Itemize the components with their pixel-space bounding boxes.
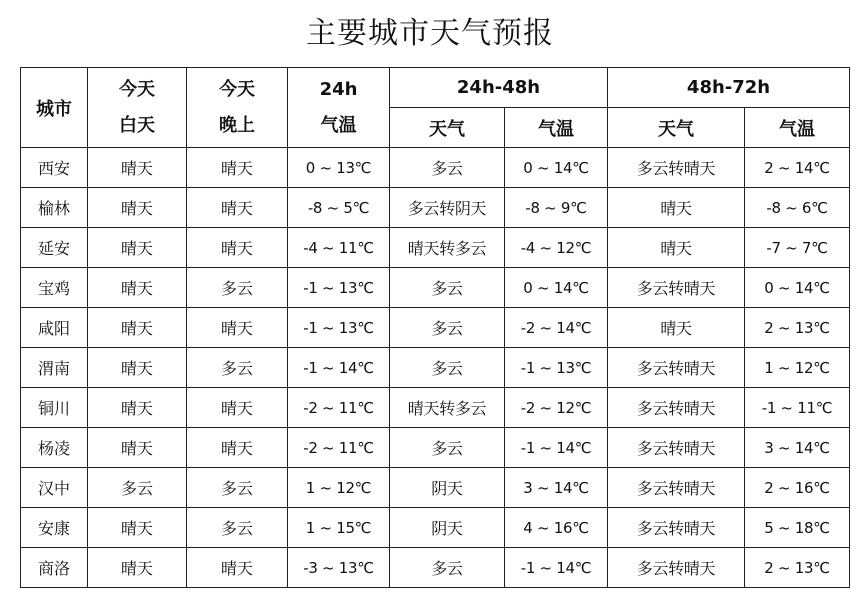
- cell-city: 商洛: [21, 548, 88, 588]
- header-24h-line1: 24h: [319, 78, 358, 100]
- table-row: [21, 548, 850, 588]
- cell-city: 杨凌: [21, 428, 88, 468]
- cell-48h-temp: 4 ~ 16℃: [505, 508, 608, 548]
- cell-72h-temp: 1 ~ 12℃: [745, 348, 850, 388]
- cell-city: 榆林: [21, 188, 88, 228]
- cell-24h-temp: -3 ~ 13℃: [288, 548, 390, 588]
- cell-72h-weather: 晴天: [608, 188, 745, 228]
- cell-today-day: 多云: [88, 468, 187, 508]
- cell-24h-temp: 1 ~ 15℃: [288, 508, 390, 548]
- cell-48h-weather: 晴天转多云: [390, 228, 505, 268]
- table-row: [21, 468, 850, 508]
- table-row: [21, 188, 850, 228]
- header-72-weather: 天气: [608, 108, 745, 148]
- cell-48h-temp: -8 ~ 9℃: [505, 188, 608, 228]
- cell-72h-temp: 5 ~ 18℃: [745, 508, 850, 548]
- cell-today-day: 晴天: [88, 308, 187, 348]
- cell-48h-temp: 0 ~ 14℃: [505, 148, 608, 188]
- cell-city: 咸阳: [21, 308, 88, 348]
- table-row: [21, 348, 850, 388]
- cell-48h-weather: 多云: [390, 308, 505, 348]
- cell-today-day: 晴天: [88, 228, 187, 268]
- cell-72h-temp: 3 ~ 14℃: [745, 428, 850, 468]
- cell-24h-temp: -2 ~ 11℃: [288, 388, 390, 428]
- cell-72h-weather: 多云转晴天: [608, 428, 745, 468]
- header-today-day: [88, 68, 187, 148]
- cell-48h-temp: -4 ~ 12℃: [505, 228, 608, 268]
- cell-24h-temp: -1 ~ 13℃: [288, 308, 390, 348]
- table-row: [21, 308, 850, 348]
- header-48-temp: 气温: [505, 108, 608, 148]
- header-today-night-line1: 今天: [219, 78, 255, 100]
- cell-48h-temp: -2 ~ 12℃: [505, 388, 608, 428]
- cell-today-night: 晴天: [187, 548, 288, 588]
- header-24h-48h: 24h-48h: [390, 68, 608, 108]
- table-row: [21, 148, 850, 188]
- table-body: [21, 148, 850, 588]
- weather-forecast-table: [20, 67, 850, 588]
- cell-today-day: 晴天: [88, 188, 187, 228]
- table-row: [21, 388, 850, 428]
- cell-24h-temp: 1 ~ 12℃: [288, 468, 390, 508]
- cell-today-day: 晴天: [88, 508, 187, 548]
- header-72-temp: 气温: [745, 108, 850, 148]
- cell-today-day: 晴天: [88, 348, 187, 388]
- header-row-top: [21, 68, 850, 108]
- cell-72h-weather: 多云转晴天: [608, 468, 745, 508]
- cell-48h-temp: -1 ~ 13℃: [505, 348, 608, 388]
- cell-today-day: 晴天: [88, 388, 187, 428]
- cell-today-day: 晴天: [88, 548, 187, 588]
- cell-48h-weather: 多云转阴天: [390, 188, 505, 228]
- cell-today-night: 多云: [187, 348, 288, 388]
- cell-72h-weather: 多云转晴天: [608, 548, 745, 588]
- cell-city: 安康: [21, 508, 88, 548]
- cell-today-day: 晴天: [88, 268, 187, 308]
- page-title: 主要城市天气预报: [306, 16, 554, 51]
- cell-72h-weather: 多云转晴天: [608, 388, 745, 428]
- cell-city: 铜川: [21, 388, 88, 428]
- cell-24h-temp: -1 ~ 13℃: [288, 268, 390, 308]
- cell-today-night: 多云: [187, 268, 288, 308]
- header-today-day-line2: 白天: [119, 114, 155, 136]
- cell-72h-weather: 多云转晴天: [608, 348, 745, 388]
- cell-48h-weather: 多云: [390, 148, 505, 188]
- header-today-day-line1: 今天: [119, 78, 155, 100]
- header-48h-72h: 48h-72h: [608, 68, 850, 108]
- table-row: [21, 508, 850, 548]
- cell-48h-temp: 3 ~ 14℃: [505, 468, 608, 508]
- cell-48h-temp: -1 ~ 14℃: [505, 548, 608, 588]
- cell-72h-weather: 多云转晴天: [608, 148, 745, 188]
- header-24h-line2: 气温: [320, 114, 357, 136]
- cell-today-night: 晴天: [187, 388, 288, 428]
- cell-24h-temp: 0 ~ 13℃: [288, 148, 390, 188]
- cell-today-night: 晴天: [187, 188, 288, 228]
- table-row: [21, 428, 850, 468]
- table-row: [21, 268, 850, 308]
- cell-today-day: 晴天: [88, 428, 187, 468]
- cell-72h-temp: 2 ~ 13℃: [745, 548, 850, 588]
- cell-72h-temp: -1 ~ 11℃: [745, 388, 850, 428]
- header-24h: [288, 68, 390, 148]
- cell-city: 宝鸡: [21, 268, 88, 308]
- cell-city: 渭南: [21, 348, 88, 388]
- cell-24h-temp: -8 ~ 5℃: [288, 188, 390, 228]
- cell-today-night: 多云: [187, 468, 288, 508]
- cell-48h-weather: 阴天: [390, 468, 505, 508]
- cell-72h-weather: 多云转晴天: [608, 508, 745, 548]
- cell-24h-temp: -4 ~ 11℃: [288, 228, 390, 268]
- cell-72h-temp: 2 ~ 13℃: [745, 308, 850, 348]
- cell-48h-weather: 多云: [390, 268, 505, 308]
- header-today-night: [187, 68, 288, 148]
- cell-48h-weather: 阴天: [390, 508, 505, 548]
- cell-24h-temp: -2 ~ 11℃: [288, 428, 390, 468]
- cell-72h-weather: 晴天: [608, 228, 745, 268]
- cell-48h-temp: 0 ~ 14℃: [505, 268, 608, 308]
- cell-city: 西安: [21, 148, 88, 188]
- cell-today-night: 晴天: [187, 428, 288, 468]
- cell-72h-weather: 晴天: [608, 308, 745, 348]
- table-row: [21, 228, 850, 268]
- cell-24h-temp: -1 ~ 14℃: [288, 348, 390, 388]
- cell-48h-weather: 多云: [390, 548, 505, 588]
- cell-48h-temp: -1 ~ 14℃: [505, 428, 608, 468]
- cell-72h-weather: 多云转晴天: [608, 268, 745, 308]
- header-today-night-line2: 晚上: [219, 114, 255, 136]
- cell-48h-weather: 多云: [390, 348, 505, 388]
- header-city: 城市: [21, 68, 88, 148]
- cell-72h-temp: -7 ~ 7℃: [745, 228, 850, 268]
- cell-48h-temp: -2 ~ 14℃: [505, 308, 608, 348]
- cell-today-night: 多云: [187, 508, 288, 548]
- cell-today-day: 晴天: [88, 148, 187, 188]
- cell-city: 延安: [21, 228, 88, 268]
- cell-48h-weather: 多云: [390, 428, 505, 468]
- cell-today-night: 晴天: [187, 148, 288, 188]
- cell-72h-temp: 2 ~ 16℃: [745, 468, 850, 508]
- cell-72h-temp: 0 ~ 14℃: [745, 268, 850, 308]
- cell-today-night: 晴天: [187, 228, 288, 268]
- cell-72h-temp: 2 ~ 14℃: [745, 148, 850, 188]
- cell-72h-temp: -8 ~ 6℃: [745, 188, 850, 228]
- cell-today-night: 晴天: [187, 308, 288, 348]
- cell-city: 汉中: [21, 468, 88, 508]
- header-48-weather: 天气: [390, 108, 505, 148]
- cell-48h-weather: 晴天转多云: [390, 388, 505, 428]
